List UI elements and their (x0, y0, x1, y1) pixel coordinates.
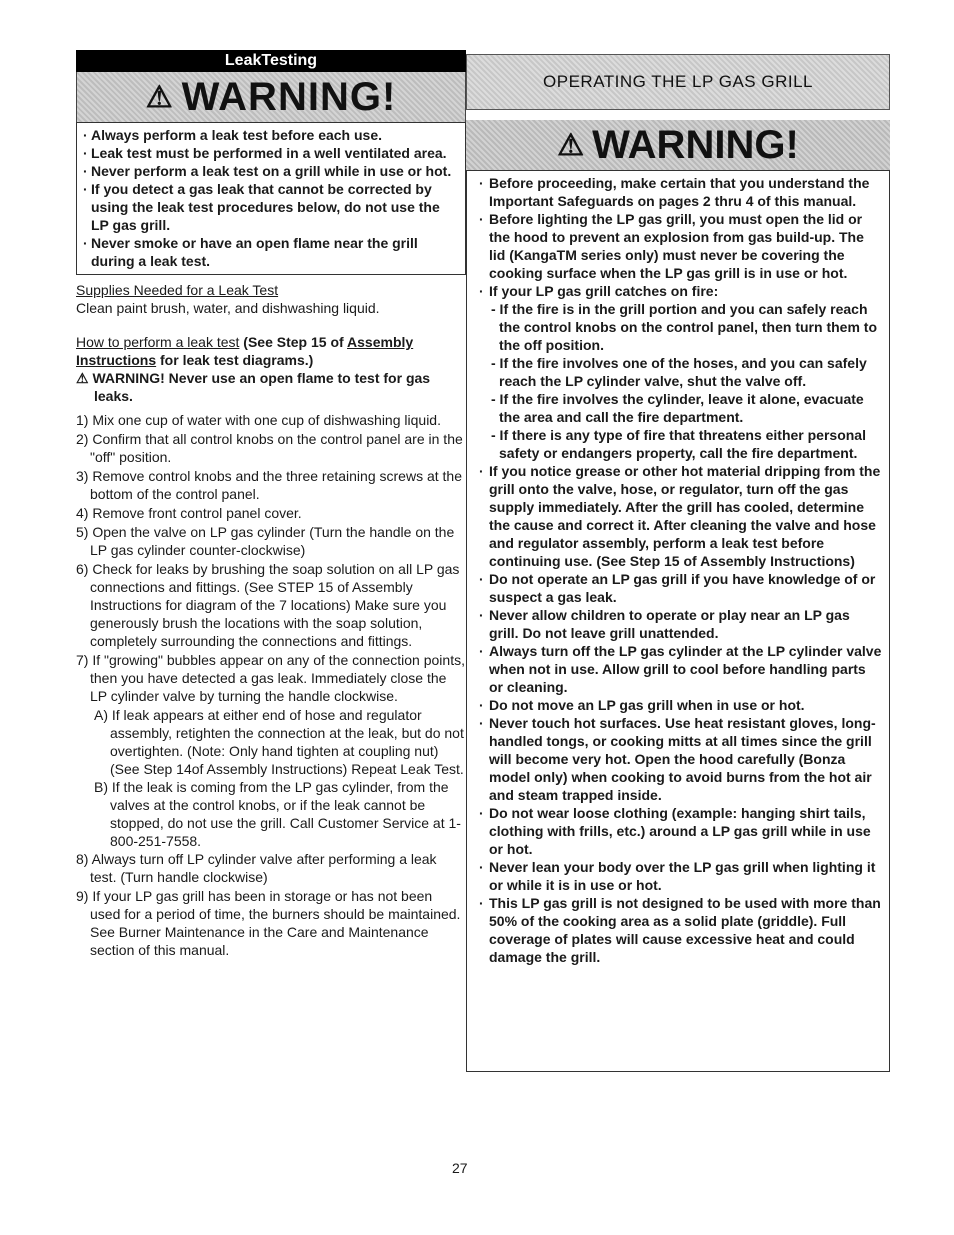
step-item: 2) Confirm that all control knobs on the control panel are in the "off" position. (76, 431, 463, 465)
warning-item: · Never perform a leak test on a grill while in use or hot. (83, 162, 459, 180)
howto-warning: ⚠ WARNING! Never use an open flame to test for gas leaks. (76, 370, 431, 404)
fire-subitem: - If the fire involves the cylinder, leave it alone, evacuate the area and call the fire department. (491, 391, 864, 425)
warning-item: · Always perform a leak test before each use. (83, 126, 459, 144)
warning-item: · Do not wear loose clothing (example: hanging shirt tails, clothing with frills, etc.) around a LP gas grill while in use or hot. (475, 804, 883, 858)
fire-subitem: - If the fire is in the grill portion and you can safely reach the control knobs on the control panel, then turn them to the off position. (491, 301, 877, 353)
warning-item: · Never allow children to operate or play near an LP gas grill. Do not leave grill unattended. (475, 606, 883, 642)
warning-item: · Do not operate an LP gas grill if you have knowledge of or suspect a gas leak. (475, 570, 883, 606)
warning-triangle-icon: ⚠ (145, 80, 174, 114)
warning-item: · Never touch hot surfaces. Use heat resistant gloves, long-handled tongs, or cooking mitts at all times since the grill will become very hot. Open the hood carefully (Bonza model only) when cooking to avoid burns from the hot air and steam trapped inside. (475, 714, 883, 804)
supplies-text: Clean paint brush, water, and dishwashing liquid. (76, 300, 380, 316)
step-item: 5) Open the valve on LP gas cylinder (Turn the handle on the LP gas cylinder counter-clockwise) (76, 524, 455, 558)
warning-item: · Before lighting the LP gas grill, you must open the lid or the hood to prevent an explosion from gas build-up. The lid (KangaTM series only) must never be covering the cooking surface when the LP gas grill is in use or hot. (475, 210, 883, 282)
step-subitem: A) If leak appears at either end of hose and regulator assembly, retighten the connection at the leak, but do not overtighten. (Note: Only hand tighten at coupling nut) (See Step 14of Assembly Instructions) Repeat Leak Test. (94, 707, 464, 777)
warning-item: · Do not move an LP gas grill when in use or hot. (475, 696, 883, 714)
warning-item: · If your LP gas grill catches on fire: (475, 282, 883, 300)
leak-test-steps (76, 411, 466, 959)
howto-heading: How to perform a leak test (76, 334, 240, 350)
leak-warning-box (76, 122, 466, 275)
operating-column (466, 54, 890, 1072)
step-item: 9) If your LP gas grill has been in storage or has not been used for a period of time, the burners should be maintained. See Burner Maintenance in the Care and Maintenance section of this manual. (76, 888, 461, 958)
fire-subitem: - If there is any type of fire that threatens either personal safety or endangers property, call the fire department. (491, 427, 866, 461)
warning-triangle-icon: ⚠ (557, 128, 585, 162)
step-item: 8) Always turn off LP cylinder valve after performing a leak test. (Turn handle clockwise) (76, 851, 437, 885)
leak-testing-column (76, 50, 466, 960)
howto-section: How to perform a leak test (See Step 15 of Assembly Instructions for leak test diagrams.) ⚠ WARNING! Never use an open flame to test for gas leaks. 1) Mix one cup of water with one cup of dishwashing liquid. 2) Confirm that all control knobs on the control panel are in the "off" position. 3) Remove control knobs and the three retaining screws at the bottom of the control panel. 4) Remove front control panel cover. 5) Open the valve on LP gas cylinder (Turn the handle on the LP gas cylinder counter-clockwise) 6) Check for leaks by brushing the soap solution on all LP gas connections and fittings. (See STEP 15 of Assembly Instructions for diagram of the 7 locations) Make sure you generously brush the locations with the soap solution, completely surrounding the connections and fittings. 7) If "growing" bubbles appear on any of the connection points, then you have detected a gas leak. Immediately close the LP cylinder valve by turning the handle clockwise. A) If leak appears at either end of hose and regulator assembly, retighten the connection at the leak, but do not overtighten. (Note: Only hand tighten at coupling nut) (See Step 14of Assembly Instructions) Repeat Leak Test. B) If the leak is coming from the LP gas cylinder, from the valves at the control knobs, or if the leak cannot be stopped, do not use the grill. Call Customer Service at 1-800-251-7558. 8) Always turn off LP cylinder valve after performing a leak test. (Turn handle clockwise) 9) If your LP gas grill has been in storage or has not been used for a period of time, the burners should be maintained. See Burner Maintenance in the Care and Maintenance section of this manual. (76, 334, 465, 958)
step-item: 6) Check for leaks by brushing the soap solution on all LP gas connections and fittings. (See STEP 15 of Assembly Instructions for diagram of the 7 locations) Make sure you generously brush the locations with the soap solution, completely surrounding the connections and fittings. (76, 561, 460, 649)
page-number: 27 (452, 1160, 468, 1176)
warning-item: · If you detect a gas leak that cannot be corrected by using the leak test procedures below, do not use the LP gas grill. (83, 180, 459, 234)
warning-item: · Never lean your body over the LP gas grill when lighting it or while it is in use or hot. (475, 858, 883, 894)
warning-title: WARNING! (181, 74, 397, 119)
warning-title: WARNING! (592, 122, 799, 167)
supplies-section (76, 281, 466, 317)
step-item: 4) Remove front control panel cover. (76, 505, 302, 521)
step-subitem: B) If the leak is coming from the LP gas cylinder, from the valves at the control knobs, or if the leak cannot be stopped, do not use the grill. Call Customer Service at 1-800-251-7558. (94, 779, 461, 849)
warning-item: · If you notice grease or other hot material dripping from the grill onto the valve, hose, or regulator, turn off the gas supply immediately. After the grill has cooled, determine the cause and correct it. After cleaning the valve and hose and regulator assembly, perform a leak test before continuing use. (See Step 15 of Assembly Instructions) (475, 462, 883, 570)
step-item: 1) Mix one cup of water with one cup of dishwashing liquid. (76, 412, 441, 428)
warning-item: · Leak test must be performed in a well ventilated area. (83, 144, 459, 162)
step-item: 7) If "growing" bubbles appear on any of the connection points, then you have detected a gas leak. Immediately close the LP cylinder valve by turning the handle clockwise. (76, 652, 465, 704)
assembly-instructions-ref: Assembly Instructions (76, 334, 414, 368)
warning-item: · Always turn off the LP gas cylinder at the LP cylinder valve when not in use. Allow grill to cool before handling parts or cleaning. (475, 642, 883, 696)
warning-item: · Before proceeding, make certain that you understand the Important Safeguards on pages 2 thru 4 of this manual. (475, 174, 883, 210)
warning-banner-left (76, 72, 466, 122)
leak-testing-header: LeakTesting (76, 50, 466, 72)
warning-item: · This LP gas grill is not designed to be used with more than 50% of the cooking area as a solid plate (griddle). Full coverage of plates will cause excessive heat and could damage the grill. (475, 894, 883, 966)
supplies-heading: Supplies Needed for a Leak Test (76, 282, 279, 298)
warning-banner-right (466, 120, 890, 170)
operating-header: OPERATING THE LP GAS GRILL (466, 54, 890, 110)
warning-triangle-icon: ⚠ (76, 370, 93, 386)
warning-item: · Never smoke or have an open flame near the grill during a leak test. (83, 234, 459, 270)
fire-subitem: - If the fire involves one of the hoses, and you can safely reach the LP cylinder valve, shut the valve off. (491, 355, 867, 389)
operating-warning-box (466, 170, 890, 1072)
step-item: 3) Remove control knobs and the three retaining screws at the bottom of the control panel. (76, 468, 462, 502)
